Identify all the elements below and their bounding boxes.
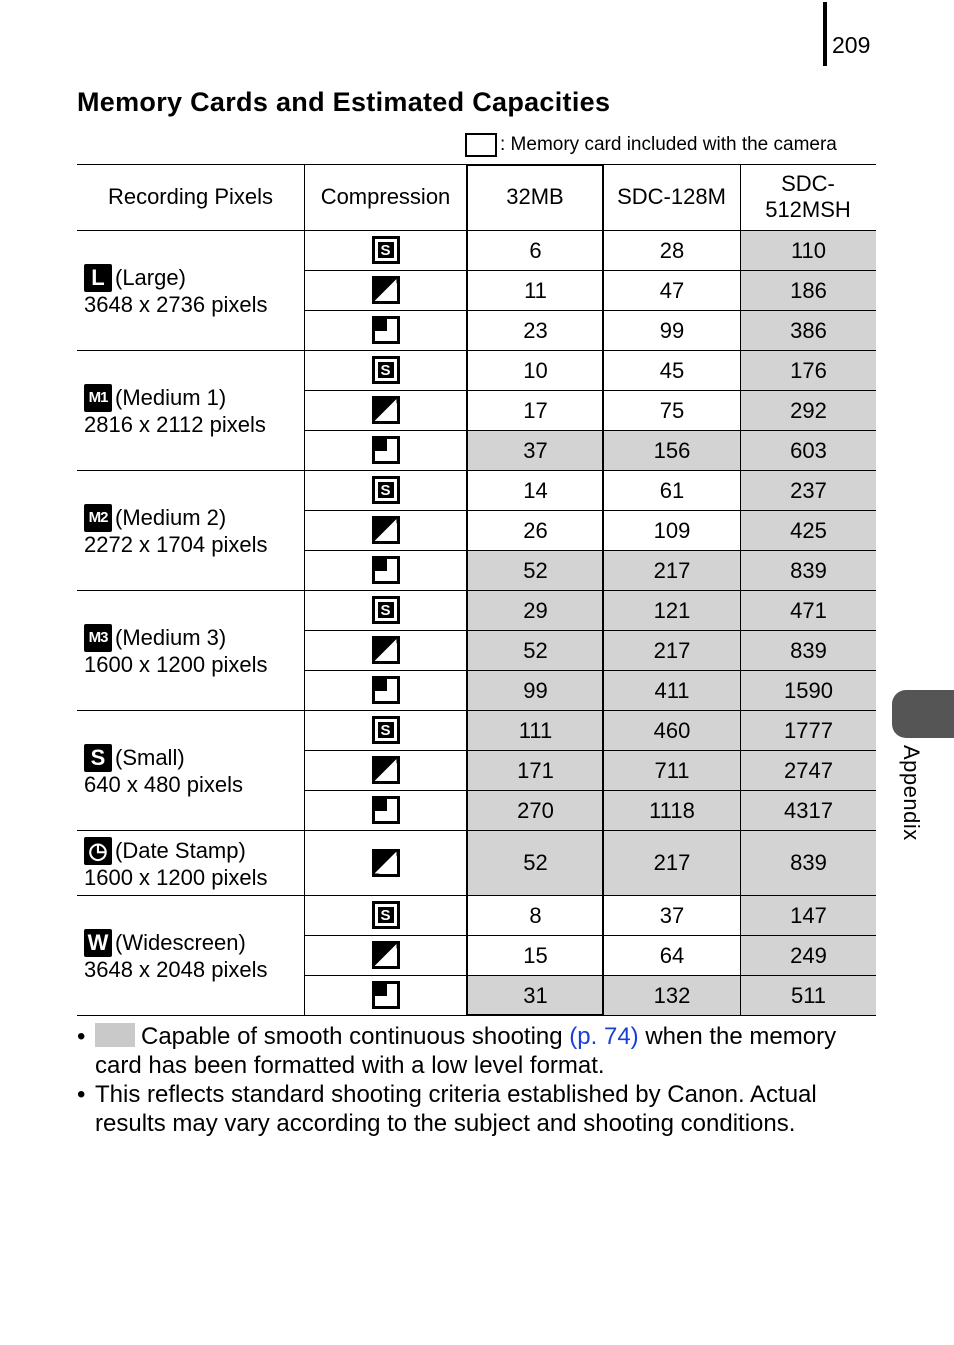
capacity-cell: 6 bbox=[529, 237, 542, 263]
normal-icon bbox=[372, 981, 400, 1009]
compression-cell bbox=[304, 830, 467, 895]
compression-cell bbox=[304, 750, 467, 790]
capacity-cell: 176 bbox=[741, 351, 876, 390]
page-74-link[interactable]: (p. 74) bbox=[569, 1023, 639, 1050]
superfine-icon-glyph: S bbox=[378, 722, 394, 738]
row-divider bbox=[304, 310, 876, 311]
row-divider bbox=[304, 430, 876, 431]
capacity-cell: 1118 bbox=[604, 791, 740, 830]
compression-cell bbox=[304, 975, 467, 1015]
fine-icon bbox=[372, 941, 400, 969]
superfine-icon bbox=[372, 476, 400, 504]
recording-pixels-line1 bbox=[84, 837, 267, 865]
recording-pixels-line1 bbox=[84, 504, 267, 532]
note2-text: This reflects standard shooting criteria established by Canon. Actual results may vary according to the subject and shooting conditions. bbox=[95, 1081, 817, 1137]
row-divider bbox=[304, 630, 876, 631]
row-divider bbox=[304, 550, 876, 551]
mode-pixels: 640 x 480 pixels bbox=[84, 772, 243, 797]
capacity-cell: 37 bbox=[659, 902, 685, 928]
capacity-cell: 99 bbox=[659, 317, 685, 343]
recording-pixels-label bbox=[84, 264, 267, 318]
row-divider bbox=[304, 975, 876, 976]
capacity-cell: 75 bbox=[659, 397, 685, 423]
capacity-cell: 8 bbox=[529, 902, 542, 928]
row-divider bbox=[304, 790, 876, 791]
capacity-cell: 217 bbox=[604, 831, 740, 895]
capacity-cell: 52 bbox=[468, 551, 603, 590]
mode-pixels: 2272 x 1704 pixels bbox=[84, 532, 268, 557]
compression-cell bbox=[304, 390, 467, 430]
mode-pixels: 1600 x 1200 pixels bbox=[84, 864, 268, 890]
capacity-cell: 11 bbox=[524, 277, 547, 303]
included-card-border-right bbox=[602, 164, 604, 1016]
header-sdc-128m: SDC-128M bbox=[617, 184, 726, 209]
capacity-cell: 4317 bbox=[741, 791, 876, 830]
medium2-mode-icon: M2 bbox=[84, 504, 112, 532]
capacity-cell: 839 bbox=[741, 631, 876, 670]
capacity-cell: 249 bbox=[741, 936, 876, 975]
capacity-cell: 1590 bbox=[741, 671, 876, 710]
recording-pixels-label bbox=[84, 384, 266, 438]
row-divider bbox=[304, 935, 876, 936]
capacity-cell: 186 bbox=[741, 271, 876, 310]
normal-icon bbox=[372, 796, 400, 824]
capacity-cell: 52 bbox=[468, 831, 603, 895]
capacity-cell: 292 bbox=[741, 391, 876, 430]
superfine-icon bbox=[372, 596, 400, 624]
capacity-cell: 29 bbox=[468, 591, 603, 630]
superfine-icon-glyph: S bbox=[378, 602, 394, 618]
row-divider bbox=[304, 670, 876, 671]
normal-icon bbox=[372, 676, 400, 704]
recording-pixels-label bbox=[84, 929, 267, 983]
fine-icon bbox=[372, 396, 400, 424]
recording-pixels-label bbox=[84, 624, 267, 678]
compression-cell bbox=[304, 470, 467, 510]
capacity-cell: 121 bbox=[604, 591, 740, 630]
capacity-cell: 109 bbox=[653, 517, 691, 543]
mode-name: (Medium 3) bbox=[115, 625, 227, 650]
capacity-cell: 47 bbox=[659, 277, 685, 303]
capacity-cell: 15 bbox=[523, 942, 548, 968]
capacity-cell: 37 bbox=[468, 431, 603, 470]
superfine-icon bbox=[372, 236, 400, 264]
recording-pixels-line1 bbox=[84, 384, 266, 412]
capacity-cell: 147 bbox=[741, 896, 876, 935]
page-number-bar bbox=[823, 2, 827, 66]
compression-cell bbox=[304, 630, 467, 670]
compression-cell bbox=[304, 710, 467, 750]
capacity-cell: 711 bbox=[604, 751, 740, 790]
included-card-border-bottom bbox=[466, 1014, 604, 1016]
capacity-cell: 17 bbox=[523, 397, 548, 423]
superfine-icon-glyph: S bbox=[378, 362, 394, 378]
mode-name: (Small) bbox=[115, 745, 185, 770]
mode-pixels: 2816 x 2112 pixels bbox=[84, 412, 266, 437]
superfine-icon-glyph: S bbox=[378, 907, 394, 923]
note1-text-end: when the memory card has been formatted with a low level format. bbox=[95, 1023, 837, 1079]
mode-name: (Date Stamp) bbox=[115, 837, 246, 863]
note1-text: Capable of smooth continuous shooting bbox=[141, 1023, 570, 1050]
appendix-tab[interactable] bbox=[892, 690, 954, 738]
bullet: • bbox=[77, 1081, 86, 1108]
capacity-cell: 386 bbox=[741, 311, 876, 350]
header-compression: Compression bbox=[320, 184, 451, 209]
capacity-cell: 14 bbox=[523, 477, 548, 503]
recording-pixels-label bbox=[84, 837, 267, 891]
capacity-cell: 52 bbox=[468, 631, 603, 670]
mode-name: (Large) bbox=[115, 265, 186, 290]
fine-icon bbox=[372, 516, 400, 544]
header-recording-pixels: Recording Pixels bbox=[107, 184, 274, 209]
capacity-cell: 111 bbox=[468, 711, 603, 750]
fine-icon bbox=[372, 849, 400, 877]
widescreen-mode-icon: W bbox=[84, 929, 112, 957]
normal-icon bbox=[372, 556, 400, 584]
recording-pixels-line1 bbox=[84, 744, 243, 772]
page-title: Memory Cards and Estimated Capacities bbox=[77, 87, 611, 117]
capacity-cell: 471 bbox=[741, 591, 876, 630]
header-32mb: 32MB bbox=[506, 184, 564, 209]
medium1-mode-icon: M1 bbox=[84, 384, 112, 412]
included-card-border-left bbox=[466, 164, 468, 1016]
compression-cell bbox=[304, 350, 467, 390]
capacity-cell: 603 bbox=[741, 431, 876, 470]
capacity-cell: 23 bbox=[523, 317, 548, 343]
superfine-icon bbox=[372, 356, 400, 384]
legend-text: : Memory card included with the camera bbox=[500, 134, 837, 155]
capacity-cell: 28 bbox=[659, 237, 685, 263]
compression-cell bbox=[304, 895, 467, 935]
compression-cell bbox=[304, 790, 467, 830]
small-mode-icon: S bbox=[84, 744, 112, 772]
superfine-icon-glyph: S bbox=[378, 482, 394, 498]
col-divider bbox=[740, 164, 741, 1015]
mode-name: (Medium 1) bbox=[115, 385, 227, 410]
compression-cell bbox=[304, 550, 467, 590]
capacity-cell: 132 bbox=[604, 976, 740, 1015]
capacity-cell: 45 bbox=[659, 357, 685, 383]
capacity-cell: 61 bbox=[659, 477, 685, 503]
gray-swatch-icon bbox=[95, 1023, 135, 1047]
capacity-cell: 110 bbox=[741, 231, 876, 270]
recording-pixels-label bbox=[84, 744, 243, 798]
fine-icon bbox=[372, 636, 400, 664]
capacity-cell: 64 bbox=[659, 942, 685, 968]
capacity-cell: 26 bbox=[523, 517, 548, 543]
col-divider bbox=[304, 164, 305, 1015]
superfine-icon-glyph: S bbox=[378, 242, 394, 258]
superfine-icon bbox=[372, 716, 400, 744]
row-divider bbox=[304, 270, 876, 271]
recording-pixels-line1 bbox=[84, 624, 267, 652]
compression-cell bbox=[304, 430, 467, 470]
capacity-cell: 156 bbox=[604, 431, 740, 470]
capacity-cell: 237 bbox=[741, 471, 876, 510]
capacity-cell: 839 bbox=[741, 551, 876, 590]
row-divider bbox=[304, 750, 876, 751]
header-sdc-512msh-line2: 512MSH bbox=[765, 197, 851, 222]
note-shooting-criteria bbox=[77, 1080, 877, 1138]
capacity-cell: 99 bbox=[468, 671, 603, 710]
legend bbox=[465, 131, 837, 159]
included-card-border-top bbox=[466, 164, 604, 166]
date-stamp-mode-icon: ◷ bbox=[84, 837, 112, 865]
superfine-icon bbox=[372, 901, 400, 929]
capacity-cell: 217 bbox=[604, 631, 740, 670]
mode-pixels: 3648 x 2048 pixels bbox=[84, 957, 268, 982]
note-continuous-shooting bbox=[77, 1022, 877, 1080]
capacity-cell: 839 bbox=[741, 831, 876, 895]
large-mode-icon: L bbox=[84, 264, 112, 292]
capacity-cell: 10 bbox=[523, 357, 548, 383]
header-sdc-512msh bbox=[740, 164, 876, 230]
legend-box-icon bbox=[465, 133, 497, 157]
capacity-cell: 31 bbox=[468, 976, 603, 1015]
page-number: 209 bbox=[832, 32, 871, 58]
mode-pixels: 3648 x 2736 pixels bbox=[84, 292, 268, 317]
appendix-tab-label: Appendix bbox=[899, 745, 924, 841]
fine-icon bbox=[372, 756, 400, 784]
medium3-mode-icon: M3 bbox=[84, 624, 112, 652]
compression-cell bbox=[304, 230, 467, 270]
capacity-table bbox=[77, 164, 876, 1016]
capacity-cell: 460 bbox=[604, 711, 740, 750]
capacity-cell: 2747 bbox=[741, 751, 876, 790]
capacity-cell: 171 bbox=[468, 751, 603, 790]
fine-icon bbox=[372, 276, 400, 304]
header-sdc-512msh-line1: SDC- bbox=[781, 171, 835, 196]
mode-name: (Widescreen) bbox=[115, 930, 246, 955]
capacity-cell: 217 bbox=[604, 551, 740, 590]
row-divider bbox=[304, 510, 876, 511]
compression-cell bbox=[304, 510, 467, 550]
notes bbox=[77, 1022, 877, 1138]
normal-icon bbox=[372, 316, 400, 344]
compression-cell bbox=[304, 935, 467, 975]
capacity-cell: 1777 bbox=[741, 711, 876, 750]
capacity-cell: 270 bbox=[468, 791, 603, 830]
recording-pixels-line1 bbox=[84, 264, 267, 292]
normal-icon bbox=[372, 436, 400, 464]
capacity-cell: 411 bbox=[604, 671, 740, 710]
compression-cell bbox=[304, 310, 467, 350]
mode-pixels: 1600 x 1200 pixels bbox=[84, 652, 268, 677]
recording-pixels-line1 bbox=[84, 929, 267, 957]
compression-cell bbox=[304, 670, 467, 710]
compression-cell bbox=[304, 590, 467, 630]
row-divider bbox=[304, 390, 876, 391]
capacity-cell: 511 bbox=[741, 976, 876, 1015]
capacity-cell: 425 bbox=[741, 511, 876, 550]
compression-cell bbox=[304, 270, 467, 310]
recording-pixels-label bbox=[84, 504, 267, 558]
mode-name: (Medium 2) bbox=[115, 505, 227, 530]
bullet: • bbox=[77, 1023, 86, 1050]
